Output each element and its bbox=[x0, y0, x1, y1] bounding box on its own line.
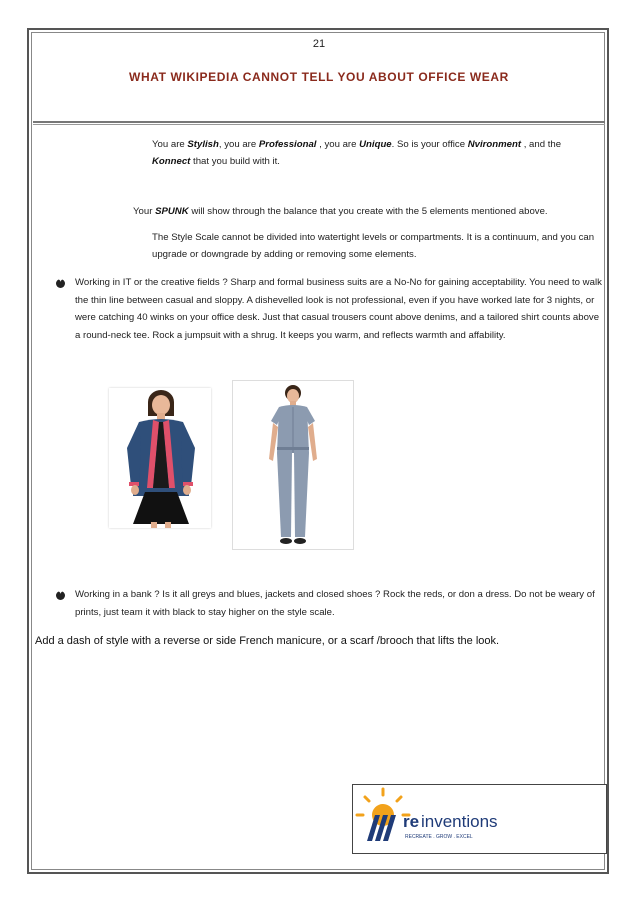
jacket-outfit-photo bbox=[109, 388, 211, 528]
bullet-bank: Working in a bank ? Is it all greys and blues, jackets and closed shoes ? Rock the reds, or don a dress. Do not be weary of prints, just team it with black to stay higher on the style scale. bbox=[75, 589, 595, 618]
logo-tagline: RECREATE . GROW . EXCEL bbox=[405, 834, 473, 840]
logo-inventions: inventions bbox=[421, 812, 498, 831]
reinventions-logo-box bbox=[352, 784, 607, 854]
page-number: 21 bbox=[312, 38, 326, 50]
jumpsuit-outfit-photo bbox=[232, 380, 354, 550]
page-title: WHAT WIKIPEDIA CANNOT TELL YOU ABOUT OFFICE WEAR bbox=[129, 70, 509, 84]
keyword-nvironment: Nvironment bbox=[467, 139, 522, 150]
style-scale-paragraph: The Style Scale cannot be divided into watertight levels or compartments. It is a continuum, and you can upgrade or downgrade by adding or removing some elements. bbox=[152, 232, 595, 260]
bullet-star-icon bbox=[56, 279, 65, 288]
jacket-outfit-illustration bbox=[109, 388, 211, 528]
reinventions-logo bbox=[353, 785, 606, 853]
jumpsuit-outfit-illustration bbox=[233, 381, 353, 549]
keyword-professional: Professional bbox=[258, 139, 317, 150]
bullet-it-creative: Working in IT or the creative fields ? Sharp and formal business suits are a No-No for gaining acceptability. You need to walk the thin line between casual and sloppy. A dishevelled look is not professional, even if you have worked late for 3 nights, or were catching 40 winks on your office desk. Just that casual trousers count above denims, and a tailored shirt counts above a round-neck tee. Rock a jumpsuit with a shrug. It keeps you warm, and reflects warmth and affability. bbox=[75, 277, 602, 341]
intro-paragraph: You are Stylish, you are Professional , you are Unique. So is your office Nvironment , and the Konnect that you build with it. bbox=[152, 139, 562, 167]
logo-re: re bbox=[403, 812, 420, 831]
spunk-paragraph: Your SPUNK will show through the balance that you create with the 5 elements mentioned above. bbox=[133, 206, 548, 217]
keyword-stylish: Stylish bbox=[187, 139, 219, 150]
keyword-spunk: SPUNK bbox=[155, 206, 189, 217]
keyword-unique: Unique bbox=[359, 139, 392, 150]
bullet-star-icon bbox=[56, 591, 65, 600]
keyword-konnect: Konnect bbox=[152, 156, 191, 167]
header-divider bbox=[33, 121, 605, 125]
closing-paragraph: Add a dash of style with a reverse or side French manicure, or a scarf /brooch that lifts the look. bbox=[35, 635, 500, 647]
